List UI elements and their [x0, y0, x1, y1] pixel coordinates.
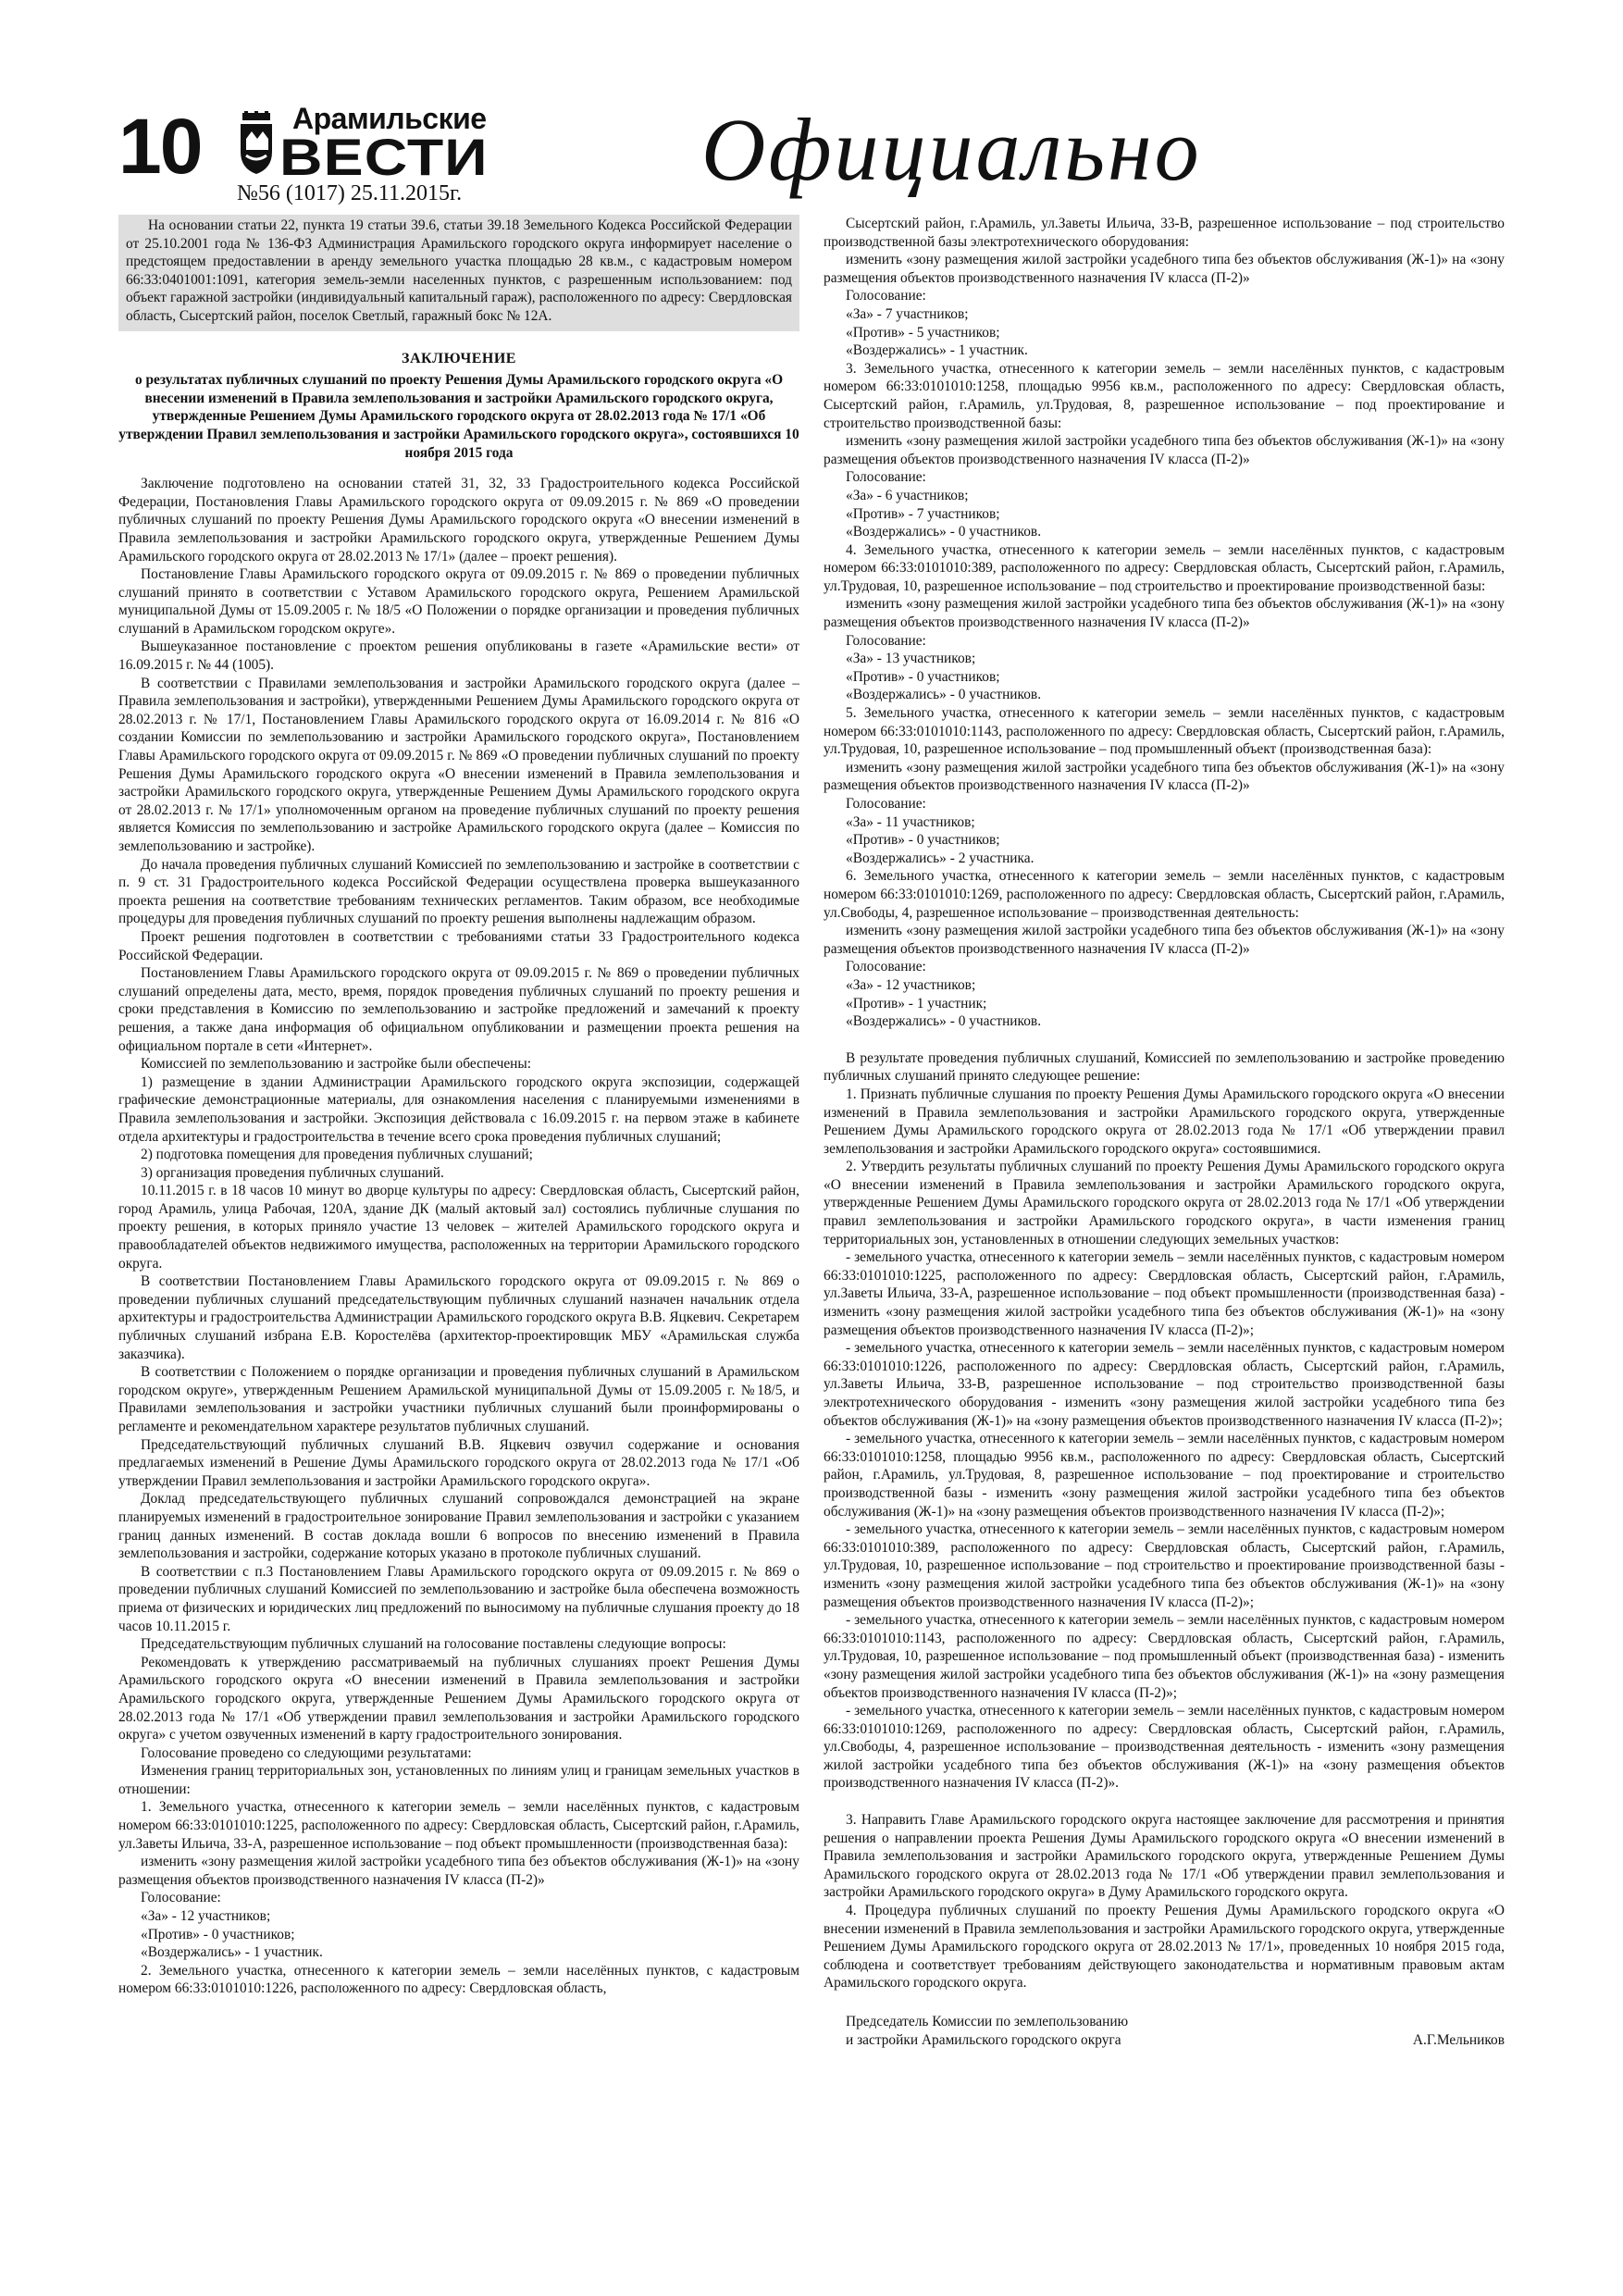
paragraph: «За» - 7 участников; — [846, 305, 969, 322]
paragraph: Рекомендовать к утверждению рассматриваемый на публичных слушаниях проект Решения Думы Арамильского городского округа «О внесении изменений в Правила землепользования и застройки Арамильского городского округа, утвержденные Решением Думы Арамильского городского округа от 28.02.2013 года № 17/1 «Об утверждении правил землепользования и застройки Арамильского городского округа» с учетом озвученных изменений в карту градостроительного зонирования. — [118, 1654, 799, 1744]
paragraph: изменить «зону размещения жилой застройки усадебного типа без объектов обслуживания (Ж-1)» на «зону размещения объектов производственного назначения IV класса (П-2)» — [824, 433, 1505, 467]
paragraph: 2) подготовка помещения для проведения публичных слушаний; — [141, 1147, 533, 1163]
paragraph: «Против» - 0 участников; — [846, 832, 1000, 849]
decision-section — [824, 1049, 1505, 1793]
paragraph: - земельного участка, отнесенного к категории земель – земли населённых пунктов, с кадастровым номером 66:33:0101010:1226, расположенного по адресу: Свердловская область, Сысертский район, г.Арамиль, ул.Заветы Ильича, 33-В, разрешенное использование – под строительство производственной базы электротехнического оборудования - изменить «зону размещения жилой застройки усадебного типа без объектов обслуживания (Ж-1)» на «зону размещения объектов производственного назначения IV класса (П-2)»; — [824, 1340, 1505, 1429]
paragraph: Постановление Главы Арамильского городского округа от 09.09.2015 г. № 869 о проведении публичных слушаний принято в соответствии с Уставом Арамильского городского округа, Решением Арамильской муниципальной Думы от 15.09.2005 г. № 18/5 «О Положении о порядке организации и проведения публичных слушаний в Арамильском городском округе». — [118, 566, 799, 637]
paragraph: «Против» - 5 участников; — [846, 324, 1000, 341]
paragraph: Сысертский район, г.Арамиль, ул.Заветы Ильича, 33-В, разрешенное использование – под строительство производственной базы электротехнического оборудования: — [824, 216, 1505, 250]
brand-name-main: ВЕСТИ — [279, 128, 489, 186]
section-title: Официально — [701, 100, 1202, 199]
paragraph: 4. Земельного участка, отнесенного к категории земель – земли населённых пунктов, с кадастровым номером 66:33:0101010:389, расположенного по адресу: Свердловская область, Сысертский район, г.Арамиль, ул.Трудовая, 10, разрешенное использование – под строительство и проектирование производственной базы: — [824, 541, 1505, 594]
paragraph: изменить «зону размещения жилой застройки усадебного типа без объектов обслуживания (Ж-1)» на «зону размещения объектов производственного назначения IV класса (П-2)» — [824, 759, 1505, 794]
paragraph: 10.11.2015 г. в 18 часов 10 минут во дворце культуры по адресу: Свердловская область, Сысертский район, город Арамиль, улица Рабочая, 120А, здание ДК (малый актовый зал) состоялись публичные слушания по проекту решения, в которых приняло участие 13 человек – жителей Арамильского городского округа и правообладателей объектов недвижимого имущества, расположенных на территории Арамильского городского округа. — [118, 1183, 799, 1272]
paragraph: «За» - 12 участников; — [141, 1908, 271, 1925]
signature-title-line1: Председатель Комиссии по землепользованию — [846, 2014, 1129, 2029]
paragraph: «За» - 12 участников; — [846, 976, 976, 993]
paragraph: «За» - 6 участников; — [846, 487, 969, 503]
paragraph: «Против» - 7 участников; — [846, 505, 1000, 522]
signature-block — [824, 2013, 1505, 2049]
paragraph: В соответствии с Положением о порядке организации и проведения публичных слушаний в Арамильском городском округе», утвержденным Решением Арамильской муниципальной Думы от 15.09.2005 г. №18/5, и Правилами землепользования и застройки участники публичных слушаний были проинформированы о регламенте и рекомендательном характере результатов публичных слушаний. — [118, 1364, 799, 1434]
paragraph: «Воздержались» - 1 участник. — [846, 342, 1028, 359]
paragraph: - земельного участка, отнесенного к категории земель – земли населённых пунктов, с кадастровым номером 66:33:0101010:1143, расположенного по адресу: Свердловская область, Сысертский район, г.Арамиль, ул.Трудовая, 10, разрешенное использование – под промышленный объект (производственная база) - изменить «зону размещения жилой застройки усадебного типа без объектов обслуживания (Ж-1)» на «зону размещения объектов производственного назначения IV класса (П-2)»; — [824, 1612, 1505, 1701]
paragraph: - земельного участка, отнесенного к категории земель – земли населённых пунктов, с кадастровым номером 66:33:0101010:1225, расположенного по адресу: Свердловская область, Сысертский район, г.Арамиль, ул.Заветы Ильича, 33-А, разрешенное использование – под объект промышленности (производственная база) - изменить «зону размещения жилой застройки усадебного типа без объектов обслуживания (Ж-1)» на «зону размещения объектов производственного назначения IV класса (П-2)»; — [824, 1249, 1505, 1338]
notice-text: На основании статьи 22, пункта 19 статьи 39.6, статьи 39.18 Земельного Кодекса Российской Федерации от 25.10.2001 года № 136-ФЗ Администрация Арамильского городского округа информирует население о предстоящем предоставлении в аренду земельного участка площадью 28 кв.м., с кадастровым номером 66:33:0401001:1091, категория земель-земли населенных пунктов, с разрешенным использованием: под объект гаражной застройки (индивидуальный капитальный гараж), расположенного по адресу: Свердловская область, Сысертский район, поселок Светлый, гаражный бокс № 12А. — [126, 217, 792, 324]
paragraph: 2. Утвердить результаты публичных слушаний по проекту Решения Думы Арамильского городского округа «О внесении изменений в Правила землепользования и застройки Арамильского городского округа, утвержденные Решением Думы Арамильского городского округа от 28.02.2013 года № 17/1 «Об утверждении правил землепользования и застройки Арамильского городского округа», в части изменения границ территориальных зон, установленных в отношении следующих земельных участков: — [824, 1159, 1505, 1247]
paragraph: Вышеуказанное постановление с проектом решения опубликованы в газете «Арамильские вести» от 16.09.2015 г. № 44 (1005). — [118, 639, 799, 674]
paragraph: В соответствии с п.3 Постановлением Главы Арамильского городского округа от 09.09.2015 г. № 869 о проведении публичных слушаний Комиссией по землепользованию и застройке была обеспечена возможность приема от физических и юридических лиц предложений по выносимому на публичные слушания проекту до 18 часов 10.11.2015 г. — [118, 1563, 800, 1634]
conclusion-subtitle: о результатах публичных слушаний по проекту Решения Думы Арамильского городского округа «О внесении изменений в Правила землепользования и застройки Арамильского городского округа, утвержденные Решением Думы Арамильского городского округа от 28.02.2013 года № 17/1 «Об утверждении Правил землепользования и застройки Арамильского городского округа», состоявшихся 10 ноября 2015 года — [118, 372, 799, 461]
paragraph: 3) организация проведения публичных слушаний. — [141, 1164, 444, 1181]
paragraph: «Воздержались» - 1 участник. — [141, 1944, 323, 1961]
paragraph: «За» - 13 участников; — [846, 651, 976, 667]
paragraph: «Против» - 0 участников; — [846, 668, 1000, 685]
paragraph: Голосование: — [846, 469, 926, 486]
paragraph: «Против» - 1 участник; — [846, 995, 987, 1011]
paragraph: изменить «зону размещения жилой застройки усадебного типа без объектов обслуживания (Ж-1)» на «зону размещения объектов производственного назначения IV класса (П-2)» — [824, 252, 1505, 286]
page-number: 10 — [118, 103, 202, 190]
left-body — [118, 475, 799, 1998]
paragraph: «Воздержались» - 0 участников. — [846, 687, 1042, 703]
brand-name-top: Арамильские — [292, 102, 487, 135]
paragraph: В соответствии Постановлением Главы Арамильского городского округа от 09.09.2015 г. № 869 о проведении публичных слушаний председательствующим публичных слушаний назначен начальник отдела архитектуры и градостроительства Администрации Арамильского городского округа В.В. Яцкевич. Секретарем публичных слушаний избрана Е.В. Коростелёва (архитектор-проектировщик МБУ «Арамильская служба заказчика). — [118, 1273, 799, 1362]
paragraph: 5. Земельного участка, отнесенного к категории земель – земли населённых пунктов, с кадастровым номером 66:33:0101010:1143, расположенного по адресу: Свердловская область, Сысертский район, г.Арамиль, ул.Трудовая, 10, разрешенное использование – под промышленный объект (производственная база): — [824, 705, 1505, 758]
paragraph: 1) размещение в здании Администрации Арамильского городского округа экспозиции, содержащей графические демонстрационные материалы, для ознакомления населения с планируемыми изменениями в Правила землепользования и застройки. Экспозиция действовала с 16.09.2015 г. на первом этаже в кабинете отдела архитектуры и градостроительства в течение всего срока проведения публичных слушаний; — [118, 1074, 799, 1145]
paragraph: До начала проведения публичных слушаний Комиссией по землепользованию и застройке в соответствии с п. 9 ст. 31 Градостроительного кодекса Российской Федерации осуществлена проверка вышеуказанного проекта решения на соответствие требованиям технических регламентов. Таким образом, все необходимые процедуры для проведения публичных слушаний по проекту решения выполнены надлежащим образом. — [118, 856, 799, 927]
signature-title-line2: и застройки Арамильского городского округа — [846, 2031, 1121, 2048]
paragraph: Голосование: — [846, 288, 926, 304]
paragraph: Заключение подготовлено на основании статей 31, 32, 33 Градостроительного кодекса Российской Федерации, Постановления Главы Арамильского городского округа от 09.09.2015 г. № 869 «О проведении публичных слушаний по проекту Решения Думы Арамильского городского округа «О внесении изменений в Правила землепользования и застройки Арамильского городского округа, утвержденные Решением Думы Арамильского городского округа от 28.02.2013 № 17/1» (далее – проект решения). — [118, 476, 799, 565]
coat-of-arms-icon — [239, 111, 274, 176]
final-points — [824, 1811, 1505, 1992]
land-notice — [118, 215, 799, 331]
paragraph: Проект решения подготовлен в соответствии с требованиями статьи 33 Градостроительного кодекса Российской Федерации. — [118, 928, 799, 963]
paragraph: изменить «зону размещения жилой застройки усадебного типа без объектов обслуживания (Ж-1)» на «зону размещения объектов производственного назначения IV класса (П-2)» — [824, 923, 1505, 957]
paragraph: 2. Земельного участка, отнесенного к категории земель – земли населённых пунктов, с кадастровым номером 66:33:0101010:1226, расположенного по адресу: Свердловская область, — [118, 1962, 799, 1997]
paragraph: Голосование проведено со следующими результатами: — [141, 1744, 472, 1761]
paragraph: 3. Земельного участка, отнесенного к категории земель – земли населённых пунктов, с кадастровым номером 66:33:0101010:1258, площадью 9956 кв.м., расположенного по адресу: Свердловская область, Сысертский район, г.Арамиль, ул.Трудовая, 8, разрешенное использование – под проектирование и строительство производственной базы: — [824, 360, 1505, 431]
paragraph: - земельного участка, отнесенного к категории земель – земли населённых пунктов, с кадастровым номером 66:33:0101010:389, расположенного по адресу: Свердловская область, Сысертский район, г.Арамиль, ул.Трудовая, 10, разрешенное использование – под строительство и проектирование производственной базы - изменить «зону размещения жилой застройки усадебного типа без объектов обслуживания (Ж-1)» на «зону размещения объектов производственного назначения IV класса (П-2)»; — [824, 1521, 1505, 1610]
paragraph: Голосование: — [846, 796, 926, 812]
paragraph: Комиссией по землепользованию и застройке были обеспечены: — [141, 1056, 532, 1073]
paragraph: Изменения границ территориальных зон, установленных по линиям улиц и границам земельных участков в отношении: — [118, 1763, 799, 1797]
paragraph: «Воздержались» - 2 участника. — [846, 850, 1035, 866]
paragraph: - земельного участка, отнесенного к категории земель – земли населённых пунктов, с кадастровым номером 66:33:0101010:1269, расположенного по адресу: Свердловская область, Сысертский район, г.Арамиль, ул.Свободы, 4, разрешенное использование – производственная деятельность - изменить «зону размещения жилой застройки усадебного типа без объектов обслуживания (Ж-1)» на «зону размещения объектов производственного назначения IV класса (П-2)». — [824, 1703, 1505, 1792]
paragraph: В соответствии с Правилами землепользования и застройки Арамильского городского округа (далее – Правила землепользования и застройки), утвержденными Решением Думы Арамильского городского округа от 28.02.2013 г. № 17/1, Постановлением Главы Арамильского городского округа от 16.09.2014 г. № 816 «О создании Комиссии по землепользованию и застройки Арамильского городского округа», Постановлением Главы Арамильского городского округа от 09.09.2015 г. № 869 «О проведении публичных слушаний по проекту Решения Думы Арамильского городского округа «О внесении изменений в Правила землепользования и застройки Арамильского городского округа, утвержденные Решением Думы Арамильского городского округа от 28.02.2013 г. № 17/1» уполномоченным органом на проведение публичных слушаний по проекту решения является Комиссия по землепользованию и застройке Арамильского городского округа (далее – Комиссия по землепользованию и застройке). — [118, 675, 799, 854]
paragraph: Председательствующим публичных слушаний на голосование поставлены следующие вопросы: — [141, 1636, 726, 1653]
paragraph: Постановлением Главы Арамильского городского округа от 09.09.2015 г. № 869 о проведении публичных слушаний определены дата, место, время, порядок проведения публичных слушаний по проекту решения и сроки представления в Комиссию по землепользованию и застройке предложений и замечаний к проекту решения, а также дана информация об официальном опубликовании и размещении проекта решения на официальном портале в сети «Интернет». — [118, 965, 799, 1054]
paragraph: В результате проведения публичных слушаний, Комиссией по землепользованию и застройке проведению публичных слушаний принято следующее решение: — [824, 1049, 1505, 1085]
paragraph: Председательствующий публичных слушаний В.В. Яцкевич озвучил содержание и основания предлагаемых изменений в Решение Думы Арамильского городского округа от 28.02.2013 года № 17/1 «Об утверждении Правил землепользования и застройки Арамильского городского округа». — [118, 1436, 799, 1489]
paragraph: изменить «зону размещения жилой застройки усадебного типа без объектов обслуживания (Ж-1)» на «зону размещения объектов производственного назначения IV класса (П-2)» — [824, 596, 1505, 631]
paragraph: 3. Направить Главе Арамильского городского округа настоящее заключение для рассмотрения и принятия решения о направлении проекта Решения Думы Арамильского городского округа «О внесении изменений в Правила землепользования и застройки Арамильского городского округа, утвержденные Решением Думы Арамильского городского округа от 28.02.2013 года № 17/1 «Об утверждении правил землепользования и застройки Арамильского городского округа» в Думу Арамильского городского округа. — [824, 1812, 1505, 1901]
paragraph: 1. Признать публичные слушания по проекту Решения Думы Арамильского городского округа «О внесении изменений в Правила землепользования и застройки Арамильского городского округа, утвержденные Решением Думы Арамильского городского округа от 28.02.2013 года № 17/1 «Об утверждении правил землепользования и застройки Арамильского городского округа» состоявшимися. — [824, 1086, 1505, 1157]
right-column — [824, 215, 1505, 2049]
paragraph: Голосование: — [846, 959, 926, 975]
paragraph: 1. Земельного участка, отнесенного к категории земель – земли населённых пунктов, с кадастровым номером 66:33:0101010:1225, расположенного по адресу: Свердловская область, Сысертский район, г.Арамиль, ул.Заветы Ильича, 33-А, разрешенное использование – под объект промышленности (производственная база): — [118, 1799, 799, 1852]
signature-name: А.Г.Мельников — [1412, 2031, 1505, 2048]
conclusion-title: ЗАКЛЮЧЕНИЕ — [402, 350, 516, 366]
paragraph: «За» - 11 участников; — [846, 813, 975, 830]
paragraph: - земельного участка, отнесенного к категории земель – земли населённых пунктов, с кадастровым номером 66:33:0101010:1258, площадью 9956 кв.м., расположенного по адресу: Свердловская область, Сысертский район, г.Арамиль, ул.Трудовая, 8, разрешенное использование – под проектирование и строительство производственной базы - изменить «зону размещения жилой застройки усадебного типа без объектов обслуживания (Ж-1)» на «зону размещения объектов производственного назначения IV класса (П-2)»; — [824, 1431, 1505, 1520]
issue-info: №56 (1017) 25.11.2015г. — [237, 181, 463, 205]
paragraph: изменить «зону размещения жилой застройки усадебного типа без объектов обслуживания (Ж-1)» на «зону размещения объектов производственного назначения IV класса (П-2)» — [118, 1854, 799, 1888]
left-column — [118, 215, 799, 1998]
paragraph: Голосование: — [846, 632, 926, 649]
paragraph: «Воздержались» - 0 участников. — [846, 1013, 1042, 1030]
page-header — [118, 100, 1505, 211]
voting-results — [824, 215, 1505, 1031]
paragraph: Голосование: — [141, 1890, 221, 1906]
paragraph: 4. Процедура публичных слушаний по проекту Решения Думы Арамильского городского округа «О внесении изменений в Правила землепользования и застройки Арамильского городского округа, утвержденные Решением Думы Арамильского городского округа от 28.02.2013 № 17/1», проведенных 10 ноября 2015 года, соблюдена и соответствует требованиям действующего законодательства и нормативным правовым актам Арамильского городского округа. — [824, 1903, 1505, 1992]
paragraph: «Против» - 0 участников; — [141, 1926, 295, 1942]
paragraph: «Воздержались» - 0 участников. — [846, 524, 1042, 540]
paragraph: 6. Земельного участка, отнесенного к категории земель – земли населённых пунктов, с кадастровым номером 66:33:0101010:1269, расположенного по адресу: Свердловская область, Сысертский район, г.Арамиль, ул.Свободы, 4, разрешенное использование – производственная деятельность: — [824, 868, 1505, 921]
paragraph: Доклад председательствующего публичных слушаний сопровождался демонстрацией на экране планируемых изменений в градостроительное зонирование Правил землепользования и застройки с указанием границ данных изменений. В состав доклада вошли 6 вопросов по внесению изменений в Правила землепользования и застройки, содержание которых указано в протоколе публичных слушаний. — [118, 1491, 799, 1562]
